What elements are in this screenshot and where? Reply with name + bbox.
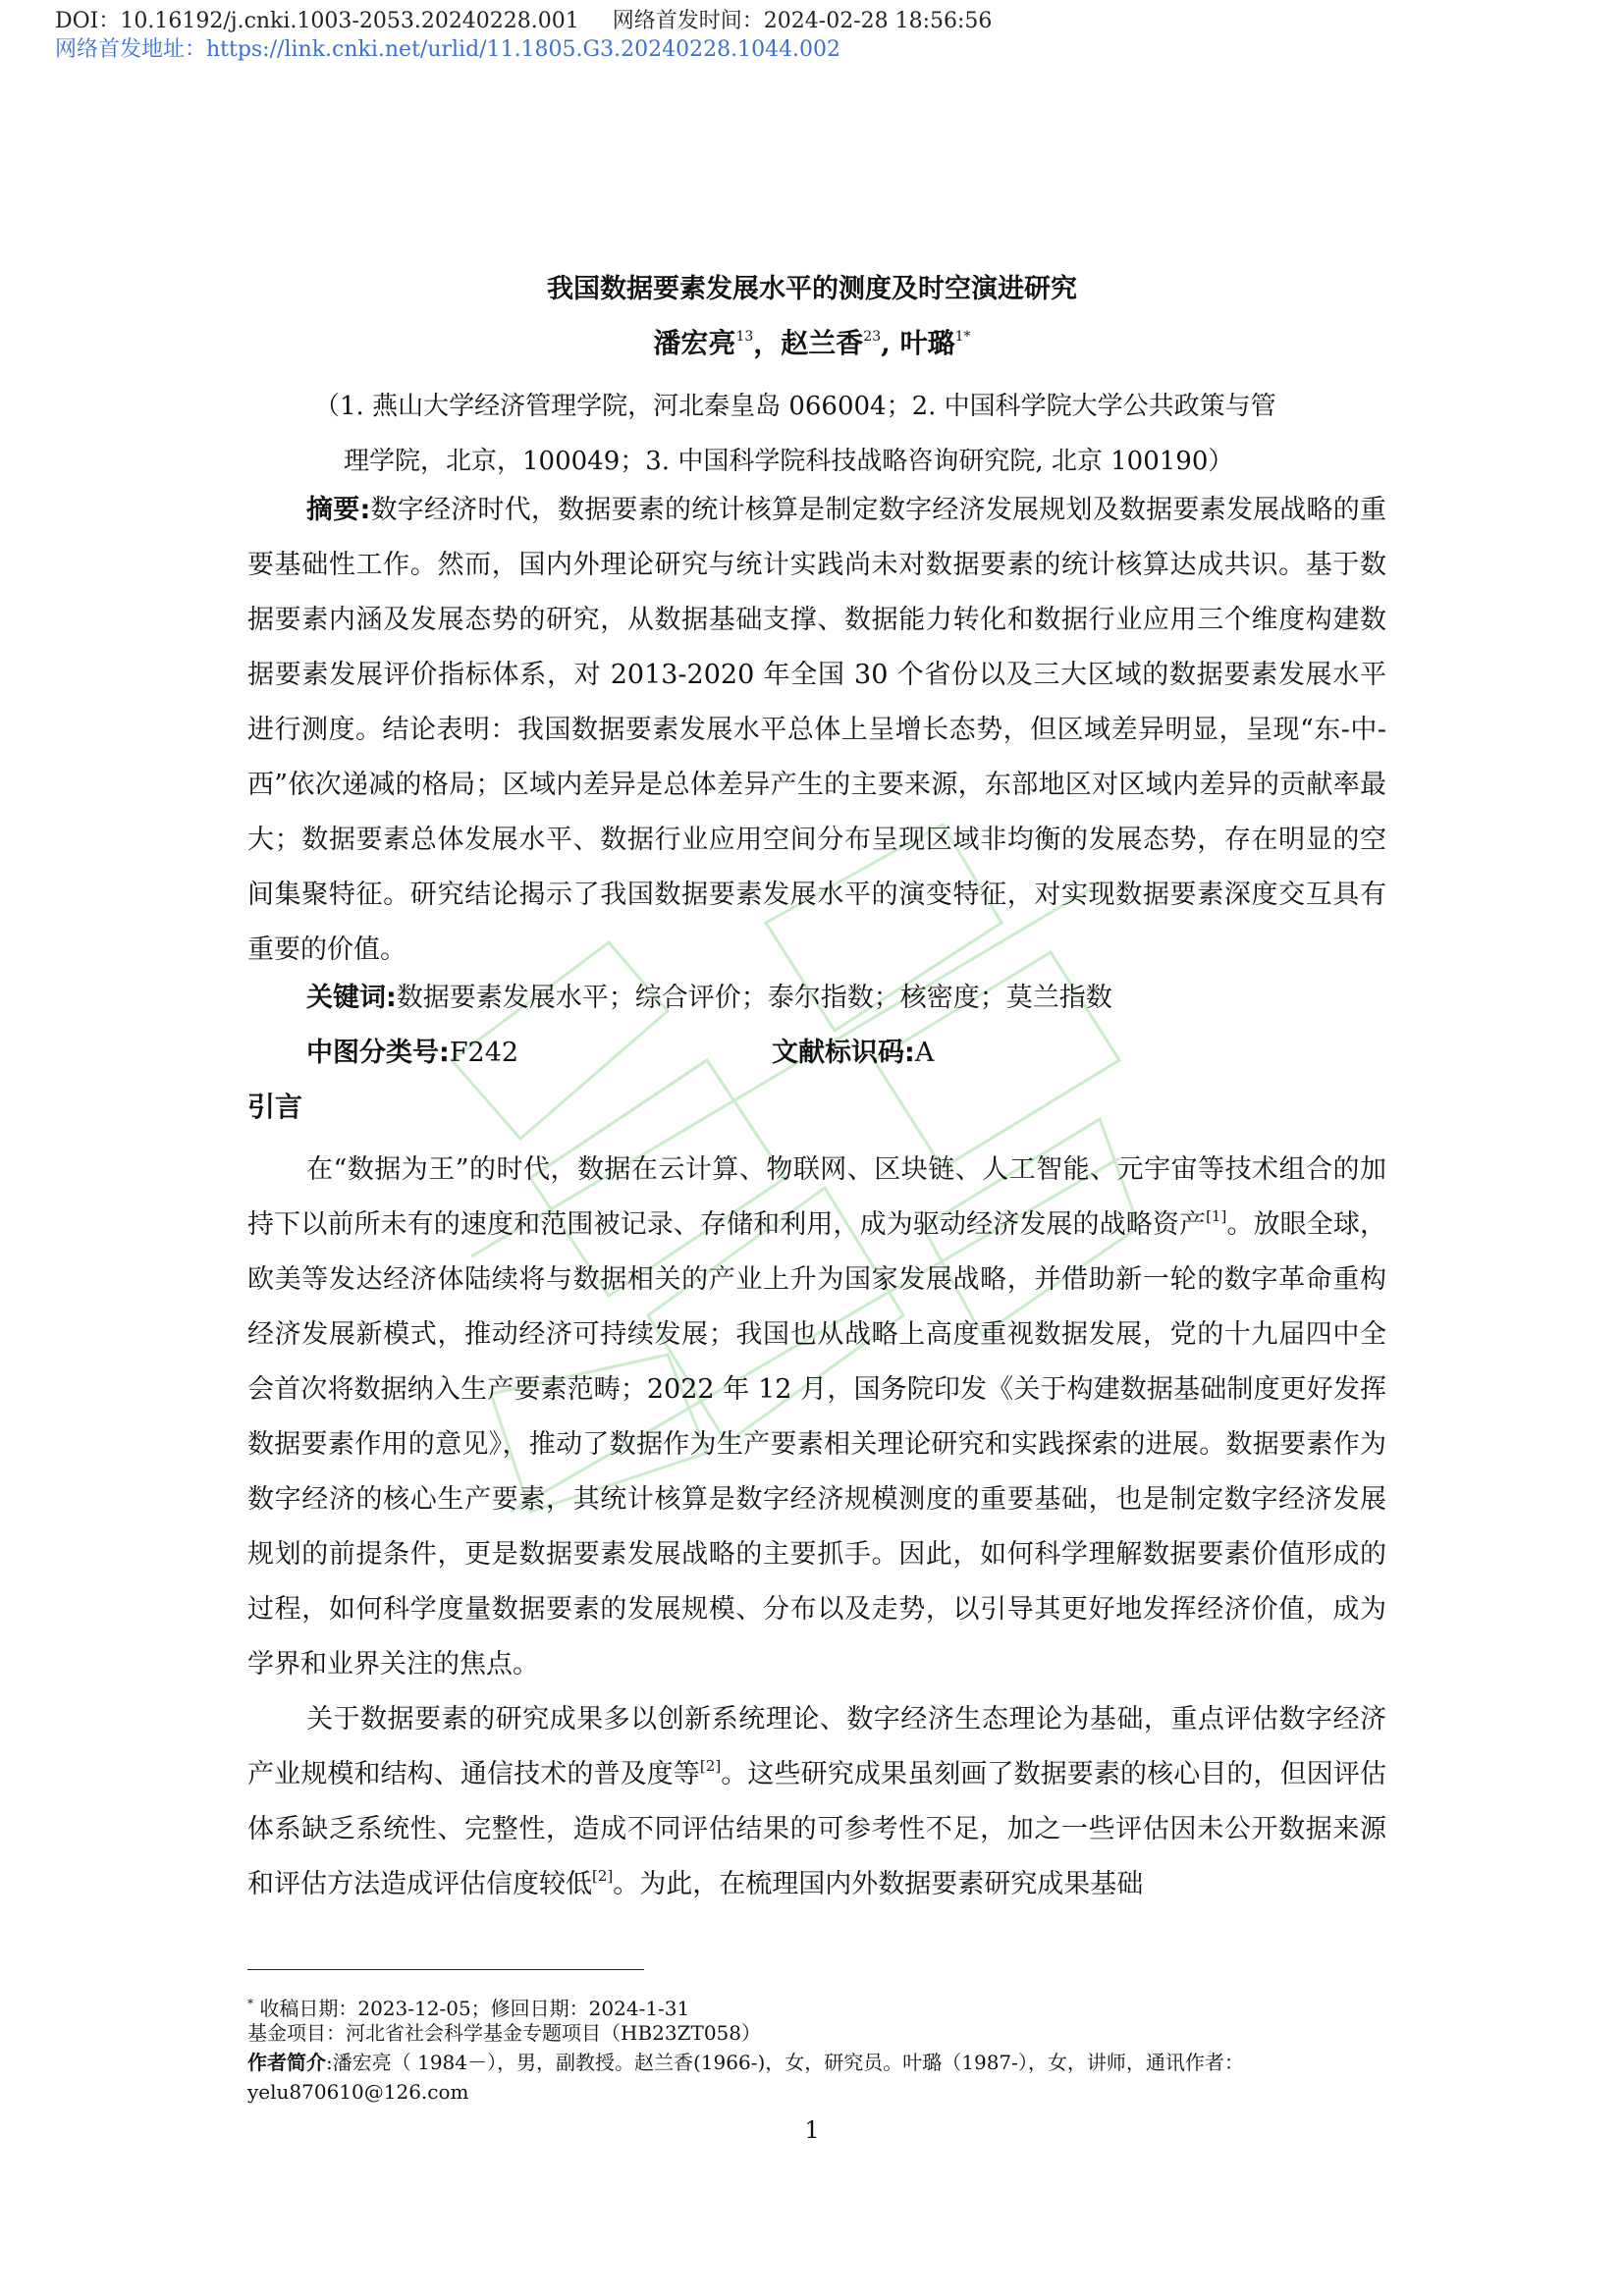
citation-ref[interactable]: [2] [699,1757,722,1775]
footnote-divider [247,1969,644,1970]
document-code [772,1031,934,1069]
author-separator: ， [753,327,782,359]
author-name: 潘宏亮 [653,327,736,359]
publish-url[interactable]: 网络首发地址：https://link.cnki.net/urlid/11.1805.G3.20240228.1044.002 [55,37,841,62]
keywords [306,976,1112,1014]
affiliation-line: 理学院，北京，100049；3. 中国科学院科技战略咨询研究院, 北京 100190） [344,447,1234,476]
intro-paragraph-1 [247,1143,1386,1692]
affiliation-line: （1. 燕山大学经济管理学院，河北秦皇岛 066004；2. 中国科学院大学公共政策与管 [314,392,1276,421]
author-separator: , [881,327,900,359]
author-affil-mark: 1* [954,329,971,345]
bio-text: :潘宏亮（ 1984－），男，副教授。赵兰香(1966-)，女，研究员。叶璐（1987-），女，讲师，通讯作者：yelu870610@126.com [247,2051,1244,2104]
citation-ref[interactable]: [2] [592,1867,614,1885]
doi-text: DOI：10.16192/j.cnki.1003-2053.20240228.001 [55,9,579,33]
classification-value: F242 [449,1038,519,1068]
footnote-text: 收稿日期：2023-12-05；修回日期：2024-1-31 [259,1997,690,2020]
author-list [0,322,1624,361]
doi-header [55,4,992,34]
classification-number [306,1031,518,1069]
classification-label: 中图分类号: [306,1038,450,1068]
abstract-text: 数字经济时代，数据要素的统计核算是制定数字经济发展规划及数据要素发展战略的重要基础性工作。然而，国内外理论研究与统计实践尚未对数据要素的统计核算达成共识。基于数据要素内涵及发展态势的研究，从数据基础支撑、数据能力转化和数据行业应用三个维度构建数据要素发展评价指标体系，对 2013-2020 年全国 30 个省份以及三大区域的数据要素发展水平进行测度。结论表明：我国数据要素发展水平总体上呈增长态势，但区域差异明显，呈现“东-中-西”依次递减的格局；区域内差异是总体差异产生的主要来源，东部地区对区域内差异的贡献率最大；数据要素总体发展水平、数据行业应用空间分布呈现区域非均衡的发展态势，存在明显的空间集聚特征。研究结论揭示了我国数据要素发展水平的演变特征，对实现数据要素深度交互具有重要的价值。 [247,495,1386,965]
author-affil-mark: 23 [863,329,882,345]
paragraph-text: 。放眼全球，欧美等发达经济体陆续将与数据相关的产业上升为国家发展战略，并借助新一轮的数字革命重构经济发展新模式，推动经济可持续发展；我国也从战略上高度重视数据发展，党的十九届四中全会首次将数据纳入生产要素范畴；2022 年 12 月，国务院印发《关于构建数据基础制度更好发挥数据要素作用的意见》，推动了数据作为生产要素相关理论研究和实践探索的进展。数据要素作为数字经济的核心生产要素，其统计核算是数字经济规模测度的重要基础，也是制定数字经济发展规划的前提条件，更是数据要素发展战略的主要抓手。因此，如何科学理解数据要素价值形成的过程，如何科学度量数据要素的发展规模、分布以及走势，以引导其更好地发挥经济价值，成为学界和业界关注的焦点。 [247,1209,1387,1680]
paragraph-text: 。这些研究成果虽刻画了数据要素的核心目的，但因评估体系缺乏系统性、完整性，造成不同评估结果的可参考性不足，加之一些评估因未公开数据来源和评估方法造成评估信度较低 [247,1759,1386,1899]
doc-code-label: 文献标识码: [772,1038,915,1068]
citation-ref[interactable]: [1] [1206,1207,1227,1225]
footnote-mark: * [247,1997,253,2010]
paragraph-text: 在“数据为王”的时代，数据在云计算、物联网、区块链、人工智能、元宇宙等技术组合的加持下以前所未有的速度和范围被记录、存储和利用，成为驱动经济发展的战略资产 [247,1154,1386,1240]
author-name: 赵兰香 [781,327,864,359]
abstract-label: 摘要: [306,495,371,525]
intro-paragraph-2 [247,1692,1386,1912]
affiliations [314,379,1384,489]
paragraph-text: 。为此，在梳理国内外数据要素研究成果基础 [613,1869,1144,1899]
footnote-author-bio [247,2048,1386,2107]
author-name: 叶璐 [899,327,955,359]
abstract [247,483,1386,978]
footnote-fund: 基金项目：河北省社会科学基金专题项目（HB23ZT058） [247,2021,761,2045]
page-number: 1 [804,2116,820,2144]
section-heading-intro: 引言 [247,1091,303,1123]
keywords-label: 关键词: [306,983,397,1013]
bio-label: 作者简介 [247,2051,326,2074]
keywords-text: 数据要素发展水平；综合评价；泰尔指数；核密度；莫兰指数 [396,983,1112,1013]
author-affil-mark: 13 [735,329,754,345]
paper-title: 我国数据要素发展水平的测度及时空演进研究 [547,274,1077,304]
paragraph-text: 关于数据要素的研究成果多以创新系统理论、数字经济生态理论为基础，重点评估数字经济产业规模和结构、通信技术的普及度等 [247,1704,1386,1789]
publish-time: 网络首发时间：2024-02-28 18:56:56 [612,9,993,33]
doc-code-value: A [914,1038,935,1068]
